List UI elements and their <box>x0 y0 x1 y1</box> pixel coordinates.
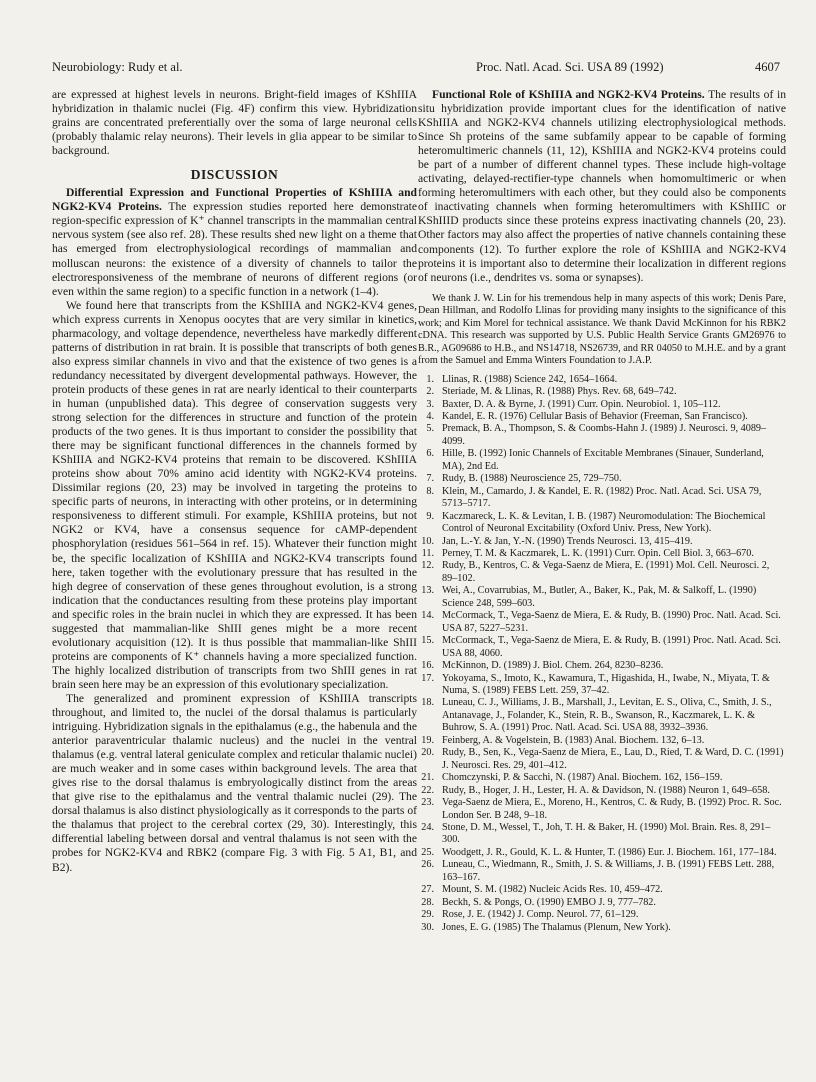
functional-role-text: The results of in situ hybridization provide important clues for the identification of native KShIIIA and NGK2-KV4 channels utilizing electrophysiological methods. Since Sh proteins of the same subfamily appear to be capable of forming heteromultimeric channels (11, 12), KShIIIA and NGK2-KV4 proteins could be part of a number of different channel types. These include high-voltage activating, delayed-rectifier-type channels when homomultimeric or when forming heteromultimers with each other, but they could also be components of inactivating channels when forming heteromultimers with KShIIIC or KShIIID products since these proteins express inactivating channels (20, 23). Other factors may also affect the properties of native channels containing these components (12). To further explore the role of KShIIIA and NGK2-KV4 proteins it is important also to determine their localization in different regions of neurons (i.e., dendrites vs. soma or synapses). <box>418 88 786 284</box>
reference-item <box>418 797 786 822</box>
reference-item <box>418 585 786 610</box>
functional-role-para <box>418 88 786 285</box>
reference-item <box>418 660 786 672</box>
reference-number: 18. <box>421 697 434 709</box>
reference-text: Mount, S. M. (1982) Nucleic Acids Res. 10, 459–472. <box>442 884 663 896</box>
reference-list <box>418 374 786 934</box>
reference-item <box>418 822 786 847</box>
reference-item <box>418 448 786 473</box>
reference-number: 2. <box>426 386 434 398</box>
reference-item <box>418 486 786 511</box>
reference-number: 1. <box>426 373 434 385</box>
reference-item <box>418 922 786 934</box>
reference-number: 15. <box>421 635 434 647</box>
reference-text: Hille, B. (1992) Ionic Channels of Excitable Membranes (Sinauer, Sunderland, MA), 2nd Ed. <box>442 448 764 472</box>
discussion-para-1 <box>52 186 417 298</box>
running-head-left <box>52 60 183 75</box>
discussion-para-2: We found here that transcripts from the KShIIIA and NGK2-KV4 genes, which express currents in Xenopus oocytes that are very similar in kinetics, pharmacology, and voltage dependence, nevertheless have markedly different patterns of distribution in rat brain. It is possible that transcripts of both genes also express similar channels in vivo and that the existence of two genes is a redundancy necessitated by divergent developmental pathways. However, the protein products of these genes in rat are nearly identical to their counterparts in human (unpublished data). This degree of conservation suggests very strong selection for the differences in structure and function of the protein products of the two genes. It is thus important to consider the possibility that there may be significant functional differences in the channels formed by KShIIIA and NGK2-KV4 proteins that remain to be discovered. KShIIIA proteins show about 70% amino acid identity with NGK2-KV4 proteins. Dissimilar regions (20, 23) may be involved in targeting the proteins to specific parts of neurons, in interacting with other proteins, or in determining responsiveness to different stimuli. For example, KShIIIA proteins, but not NGK2 or KV4, have a consensus sequence for cAMP-dependent phosphorylation (residues 561–564 in ref. 15). Whatever their function might be, the specific localization of KShIIIA and NGK2-KV4 transcripts found here, taken together with the evolutionary pressure that has resulted in the high degree of conservation of these genes throughout evolution, is a strong indication that the conductances resulting from these proteins play important and specific roles in the brain nuclei in which they are expressed. It has been suggested that mammalian-like ShIII genes might be a more recent evolutionary acquisition (12). It is thus possible that mammalian-like ShIII proteins are components of K⁺ channels having a more specialized function. The highly localized distribution of transcripts from two ShIII genes in rat brain seen here may be an expression of this evolutionary specialization. <box>52 298 417 691</box>
reference-text: Premack, B. A., Thompson, S. & Coombs-Hahn J. (1989) J. Neurosci. 9, 4089–4099. <box>442 423 767 447</box>
reference-item <box>418 473 786 485</box>
reference-number: 11. <box>421 548 434 559</box>
reference-text: Llinas, R. (1988) Science 242, 1654–1664. <box>442 373 618 385</box>
reference-number: 4. <box>426 411 434 423</box>
reference-item <box>418 399 786 411</box>
reference-number: 30. <box>421 921 434 933</box>
acknowledgments: We thank J. W. Lin for his tremendous help in many aspects of this work; Denis Pare, Dean Hillman, and Rodolfo Llinas for providing many insights to the significance of this work; and Kim Morel for technical assistance. We thank David McKinnon for his RBK2 cDNA. This research was supported by U.S. Public Health Service Grants GM26976 to B.R., AG09686 to H.B., and NS14718, NS26739, and RR 04050 to M.H.E. and by a grant from the Samuel and Emma Winters Foundation to J.A.P. <box>418 292 786 367</box>
reference-text: Rudy, B., Sen, K., Vega-Saenz de Miera, E., Lau, D., Ried, T. & Ward, D. C. (1991) J. Neurosci. Res. 29, 401–412. <box>442 747 784 771</box>
reference-text: Jan, L.-Y. & Jan, Y.-N. (1990) Trends Neurosci. 13, 415–419. <box>442 535 693 547</box>
reference-text: Rose, J. E. (1942) J. Comp. Neurol. 77, 61–129. <box>442 909 639 921</box>
reference-text: Rudy, B. (1988) Neuroscience 25, 729–750. <box>442 473 622 485</box>
reference-item <box>418 897 786 909</box>
reference-text: Stone, D. M., Wessel, T., Joh, T. H. & Baker, H. (1990) Mol. Brain. Res. 8, 291–300. <box>442 821 771 846</box>
reference-number: 17. <box>421 672 434 684</box>
reference-item <box>418 859 786 884</box>
reference-number: 8. <box>426 485 434 497</box>
discussion-heading: DISCUSSION <box>190 167 279 183</box>
reference-item <box>418 411 786 423</box>
reference-number: 7. <box>426 473 434 485</box>
reference-text: McKinnon, D. (1989) J. Biol. Chem. 264, 8230–8236. <box>442 660 664 672</box>
reference-text: Yokoyama, S., Imoto, K., Kawamura, T., Higashida, H., Iwabe, N., Miyata, T. & Numa, S. (1989) FEBS Lett. 259, 37–42. <box>442 672 770 696</box>
reference-text: Rudy, B., Kentros, C. & Vega-Saenz de Miera, E. (1991) Mol. Cell. Neurosci. 2, 89–102. <box>442 560 770 584</box>
reference-number: 9. <box>426 510 434 522</box>
reference-number: 29. <box>421 909 434 921</box>
reference-number: 16. <box>421 660 434 672</box>
left-column <box>52 88 417 875</box>
reference-text: Kaczmareck, L. K. & Levitan, I. B. (1987) Neuromodulation: The Biochemical Control of Neuronal Excitability (Oxford Univ. Press, New York). <box>442 510 766 535</box>
reference-number: 23. <box>421 797 434 809</box>
reference-number: 27. <box>421 884 434 896</box>
reference-item <box>418 635 786 660</box>
reference-item <box>418 374 786 386</box>
reference-item <box>418 697 786 734</box>
reference-text: Chomczynski, P. & Sacchi, N. (1987) Anal. Biochem. 162, 156–159. <box>442 772 723 784</box>
reference-number: 12. <box>421 560 434 572</box>
reference-text: Luneau, C., Wiedmann, R., Smith, J. S. & Williams, J. B. (1991) FEBS Lett. 288, 163–167. <box>442 859 775 883</box>
reference-number: 21. <box>421 772 434 784</box>
reference-item <box>418 673 786 698</box>
page-number: 4607 <box>755 60 780 74</box>
reference-number: 25. <box>421 846 434 858</box>
reference-item <box>418 548 786 560</box>
reference-number: 26. <box>421 859 434 871</box>
reference-number: 13. <box>421 585 434 597</box>
reference-item <box>418 884 786 896</box>
reference-text: Steriade, M. & Llinas, R. (1988) Phys. Rev. 68, 649–742. <box>442 386 677 398</box>
reference-text: Rudy, B., Hoger, J. H., Lester, H. A. & Davidson, N. (1988) Neuron 1, 649–658. <box>442 784 770 796</box>
reference-text: Feinberg, A. & Vogelstein, B. (1983) Anal. Biochem. 132, 6–13. <box>442 734 705 746</box>
right-column <box>418 88 786 934</box>
running-head-author: Neurobiology: Rudy et al. <box>52 60 183 74</box>
reference-item <box>418 747 786 772</box>
reference-item <box>418 735 786 747</box>
reference-text: Wei, A., Covarrubias, M., Butler, A., Baker, K., Pak, M. & Salkoff, L. (1990) Science 248, 599–603. <box>442 585 757 609</box>
reference-item <box>418 785 786 797</box>
reference-item <box>418 536 786 548</box>
reference-number: 22. <box>421 784 434 796</box>
reference-item <box>418 511 786 536</box>
subheading-differential: Differential Expression and Functional Properties of KShIIIA and NGK2-KV4 Proteins. <box>52 186 417 214</box>
reference-number: 6. <box>426 448 434 460</box>
reference-text: McCormack, T., Vega-Saenz de Miera, E. & Rudy, B. (1990) Proc. Natl. Acad. Sci. USA 87, 5227–5231. <box>442 610 781 634</box>
reference-text: Kandel, E. R. (1976) Cellular Basis of Behavior (Freeman, San Francisco). <box>442 411 748 423</box>
reference-item <box>418 909 786 921</box>
reference-item <box>418 386 786 398</box>
reference-text: Jones, E. G. (1985) The Thalamus (Plenum, New York). <box>442 921 671 933</box>
reference-text: Woodgett, J. R., Gould, K. L. & Hunter, T. (1986) Eur. J. Biochem. 161, 177–184. <box>442 846 777 858</box>
reference-text: Luneau, C. J., Williams, J. B., Marshall, J., Levitan, E. S., Oliva, C., Smith, J. S., Antanavage, J., Folander, K., Stein, R. B., Swanson, R., Kaczmarek, L. K. & Buhrow, S. A. (1991) Proc. Natl. Acad. Sci. USA 88, 3932–3936. <box>442 697 772 734</box>
reference-item <box>418 610 786 635</box>
reference-text: Baxter, D. A. & Byrne, J. (1991) Curr. Opin. Neurobiol. 1, 105–112. <box>442 398 721 410</box>
reference-text: Vega-Saenz de Miera, E., Moreno, H., Kentros, C. & Rudy, B. (1992) Proc. R. Soc. London Ser. B 248, 9–18. <box>442 797 782 821</box>
reference-number: 19. <box>421 734 434 746</box>
reference-number: 20. <box>421 747 434 759</box>
reference-number: 5. <box>426 423 434 435</box>
reference-number: 14. <box>421 610 434 622</box>
reference-number: 3. <box>426 398 434 410</box>
reference-number: 24. <box>421 821 434 833</box>
reference-item <box>418 423 786 448</box>
reference-text: Beckh, S. & Pongs, O. (1990) EMBO J. 9, 777–782. <box>442 896 656 908</box>
reference-item <box>418 560 786 585</box>
reference-number: 28. <box>421 896 434 908</box>
running-head-journal: Proc. Natl. Acad. Sci. USA 89 (1992) <box>476 60 664 74</box>
discussion-para-3: The generalized and prominent expression of KShIIIA transcripts throughout, and limited to, the nuclei of the dorsal thalamus is particularly intriguing. Hybridization signals in the epithalamus (e.g., the habenula and the anterior paraventricular thalamic nucleus) and the nuclei in the ventral thalamus (e.g. ventral lateral geniculate complex and reticular thalamic nuclei) are much weaker and in some cases within background levels. The area that gives rise to the dorsal thalamus is embryologically distinct from the areas that give rise to the epithalamus and the ventral thalamic nuclei (29). The dorsal thalamus is also distinct physiologically as it corresponds to the parts of the thalamus that project to the cerebral cortex (29, 30). Interestingly, this differential labeling between dorsal and ventral thalamus is not seen with the probes for NGK2-KV4 and RBK2 (compare Fig. 3 with Fig. 5 A1, B1, and B2). <box>52 691 417 874</box>
subheading-functional-role: Functional Role of KShIIIA and NGK2-KV4 Proteins. <box>432 88 705 101</box>
reference-text: Klein, M., Camardo, J. & Kandel, E. R. (1982) Proc. Natl. Acad. Sci. USA 79, 5713–5717. <box>442 485 762 510</box>
reference-item <box>418 772 786 784</box>
intro-paragraph: are expressed at highest levels in neurons. Bright-field images of KShIIIA hybridization in thalamic nuclei (Fig. 4F) confirm this view. Hybridization grains are concentrated preferentially over the soma of large neuronal cells (probably thalamic relay neurons). Their levels in glia appear to be similar to background. <box>52 88 417 158</box>
reference-number: 10. <box>421 535 434 547</box>
reference-text: Perney, T. M. & Kaczmarek, L. K. (1991) Curr. Opin. Cell Biol. 3, 663–670. <box>442 548 754 559</box>
reference-text: McCormack, T., Vega-Saenz de Miera, E. & Rudy, B. (1991) Proc. Natl. Acad. Sci. USA 88, 4060. <box>442 635 781 659</box>
reference-item <box>418 847 786 859</box>
discussion-para-1-text: The expression studies reported here demonstrate region-specific expression of K⁺ channel transcripts in the mammalian central nervous system (see also ref. 28). These results shed new light on a theme that has emerged from electrophysiological recordings of mammalian and molluscan neurons: the existence of a diversity of channels to tailor the electroresponsiveness of the membrane of neurons of different regions (or even within the same region) to a specific function in a network (1–4). <box>52 200 417 298</box>
